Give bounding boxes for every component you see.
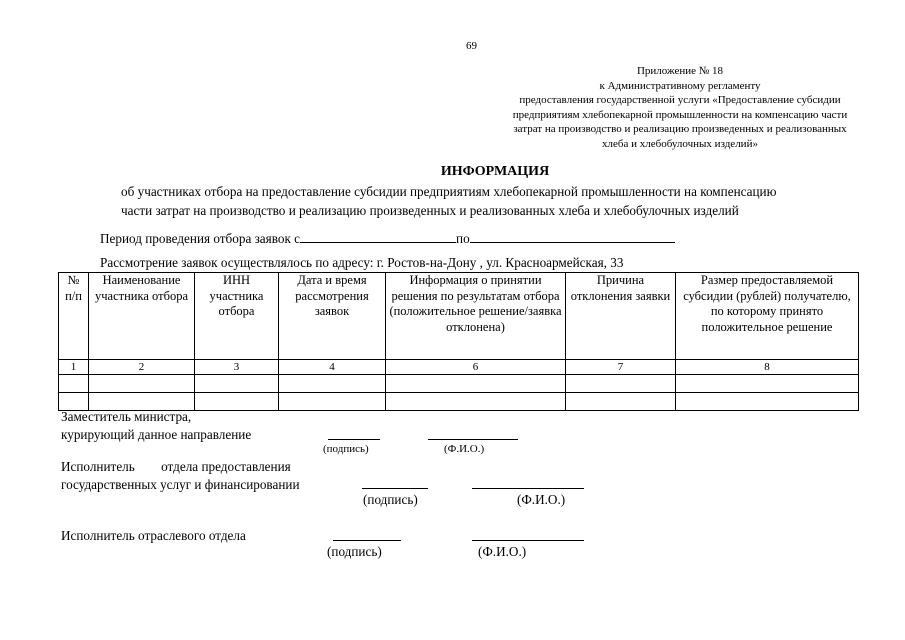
executor2-name-blank — [472, 540, 584, 541]
executor1-name-blank — [472, 488, 584, 489]
table-number-row — [59, 360, 859, 375]
period-label: Период проведения отбора заявок с — [100, 231, 301, 246]
appendix-note — [470, 64, 890, 151]
table-row — [59, 393, 859, 411]
table-cell[interactable] — [386, 393, 566, 411]
appendix-line: предоставления государственной услуги «Предоставление субсидии — [519, 94, 841, 106]
address-line: Рассмотрение заявок осуществлялось по адресу: г. Ростов-на-Дону , ул. Красноармейская, 33 — [100, 255, 624, 270]
column-number: 7 — [566, 360, 676, 375]
table-cell[interactable] — [279, 393, 386, 411]
header-participant: Наименование участника отбора — [89, 273, 195, 360]
executor2-title: Исполнитель отраслевого отдела — [61, 528, 246, 543]
deputy-title-line2: курирующий данное направление — [61, 427, 252, 442]
table-header-row — [59, 273, 859, 360]
document-title: ИНФОРМАЦИЯ — [440, 164, 550, 179]
header-decision: Информация о принятии решения по результатам отбора (положительное решение/заявка отклонена) — [386, 273, 566, 360]
period-line — [100, 230, 675, 247]
header-subsidy: Размер предоставляемой субсидии (рублей) получателю, по которому принято положительное решение — [676, 273, 859, 360]
executor1-title-line2: государственных услуг и финансировании — [61, 477, 300, 492]
table-row — [59, 375, 859, 393]
table-cell[interactable] — [279, 375, 386, 393]
subtitle-line: части затрат на производство и реализацию произведенных и реализованных хлеба и хлебобулочных изделий — [121, 203, 739, 218]
table-cell[interactable] — [676, 393, 859, 411]
table-cell[interactable] — [566, 393, 676, 411]
deputy-signature-label: (подпись) — [323, 443, 369, 455]
header-reason: Причина отклонения заявки — [566, 273, 676, 360]
deputy-signature-blank — [328, 439, 380, 440]
appendix-line: хлеба и хлебобулочных изделий» — [602, 137, 758, 150]
executor2-signature-blank — [333, 540, 401, 541]
period-to-blank — [470, 230, 675, 243]
column-number: 4 — [279, 360, 386, 375]
table-cell[interactable] — [386, 375, 566, 393]
period-to-label: по — [456, 231, 470, 246]
deputy-title-line1: Заместитель министра, — [61, 409, 192, 424]
column-number: 3 — [195, 360, 279, 375]
period-from-blank — [300, 230, 456, 243]
appendix-line: затрат на производство и реализацию произведенных и реализованных — [513, 123, 847, 135]
table-cell[interactable] — [195, 393, 279, 411]
header-date: Дата и время рассмотрения заявок — [279, 273, 386, 360]
deputy-name-blank — [428, 439, 518, 440]
executor2-signature-label: (подпись) — [327, 544, 382, 559]
deputy-name-label: (Ф.И.О.) — [444, 443, 485, 455]
table-cell[interactable] — [89, 393, 195, 411]
appendix-line: предприятиям хлебопекарной промышленности на компенсацию части — [512, 108, 848, 121]
executor1-signature-label: (подпись) — [363, 492, 418, 507]
executor1-title-line1: Исполнитель отдела предоставления — [61, 459, 291, 474]
header-inn: ИНН участника отбора — [195, 273, 279, 360]
page-number: 69 — [466, 40, 477, 52]
table-cell[interactable] — [195, 375, 279, 393]
subtitle-line: об участниках отбора на предоставление субсидии предприятиям хлебопекарной промышленности на компенсацию — [121, 184, 777, 199]
column-number: 1 — [59, 360, 89, 375]
column-number: 8 — [676, 360, 859, 375]
appendix-line: Приложение № 18 — [636, 65, 724, 77]
table-cell[interactable] — [566, 375, 676, 393]
executor2-name-label: (Ф.И.О.) — [478, 544, 527, 559]
executor1-name-label: (Ф.И.О.) — [517, 492, 566, 507]
executor1-signature-blank — [362, 488, 428, 489]
header-number: № п/п — [59, 273, 89, 360]
document-subtitle — [121, 182, 776, 220]
table-cell[interactable] — [676, 375, 859, 393]
appendix-line: к Административному регламенту — [599, 79, 761, 92]
table-cell[interactable] — [59, 375, 89, 393]
column-number: 2 — [89, 360, 195, 375]
participants-table — [58, 272, 859, 411]
table-cell[interactable] — [89, 375, 195, 393]
table-cell[interactable] — [59, 393, 89, 411]
column-number: 6 — [386, 360, 566, 375]
